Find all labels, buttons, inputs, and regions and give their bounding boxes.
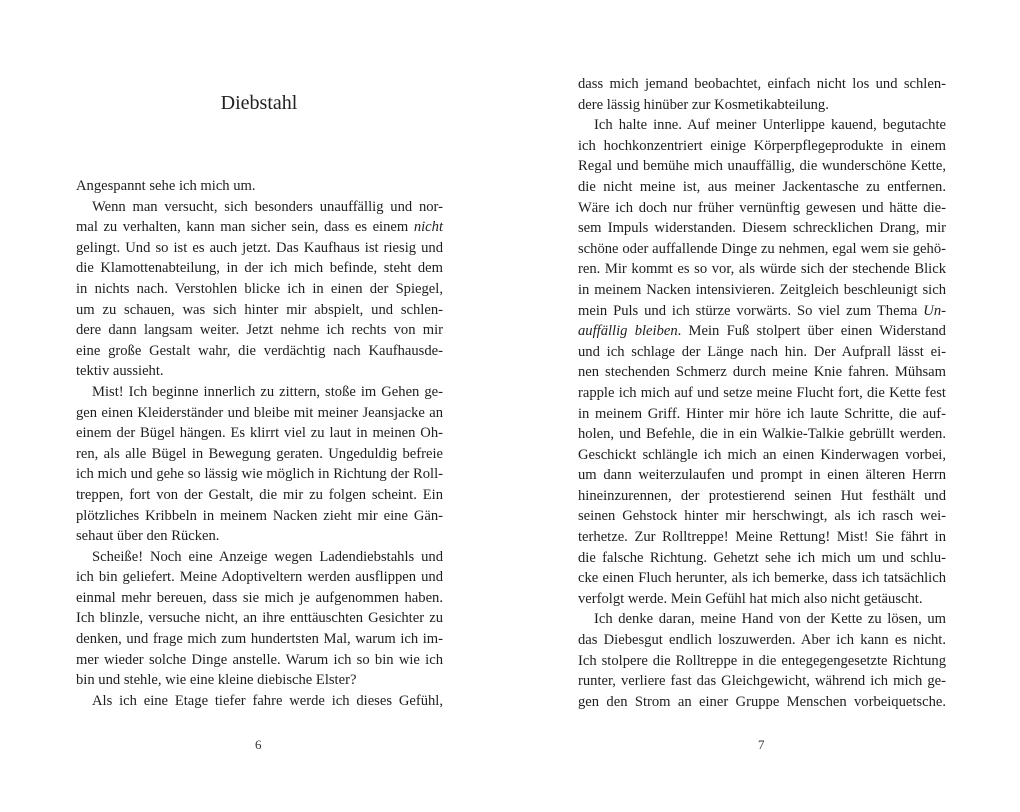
line-text: Ich denke daran, meine Hand von der Kette zu lösen, um [594,611,946,628]
chapter-title: Diebstahl [220,92,298,114]
line-text: schöne oder auffallende Dinge zu nehmen, egal wem sie gehö- [578,240,946,257]
line-text: sem Impuls widerstanden. Diesem schrecklichen Drang, mir [578,220,946,237]
line-text: dere dann langsam weiter. Jetzt nehme ich rechts von mir [76,322,443,339]
line-text: ich mich und gehe so lässig wie möglich in Richtung der Roll- [76,466,443,483]
text-line [578,95,946,116]
line-text: terhetze. Zur Rolltreppe! Meine Rettung! Mist! Sie fährt in [578,529,946,546]
line-text: Angespannt sehe ich mich um. [76,178,256,194]
text-line [76,547,443,568]
line-text: cke einen Fluch herunter, als ich bemerke, dass ich tatsächlich [578,570,946,587]
text-line [578,156,946,177]
right-page [510,0,1020,812]
emphasis: auffällig bleiben [578,323,678,340]
text-line [578,671,946,692]
line-text: in meinem Nacken intensivieren. Zeitgleich beschleunigt sich [578,281,946,298]
line-text: das Diebesgut endlich loszuwerden. Aber ich kann es nicht. [578,632,946,649]
line-text: holen, und Befehle, die in ein Walkie-Talkie gebrüllt werden. [578,426,946,443]
text-line [578,692,946,713]
line-text: ren. Mir kommt es so vor, als würde sich der stechende Blick [578,261,946,278]
text-line [578,506,946,527]
text-line [578,424,946,445]
text-line [578,445,946,466]
text-line [578,609,946,630]
text-line [578,136,946,157]
line-text: Ich halte inne. Auf meiner Unterlippe kauend, begutachte [594,117,946,134]
text-line [578,239,946,260]
line-text: Als ich eine Etage tiefer fahre werde ich dieses Gefühl, [92,692,443,709]
text-line [578,465,946,486]
text-line [76,485,443,506]
line-text: Geschickt schlängle ich mich an einen Kinderwagen vorbei, [578,446,946,463]
line-text: einem der Bügel hängen. Es klirrt viel zu laut in meinen Oh- [76,425,443,442]
text-line [578,630,946,651]
text-line [76,588,443,609]
text-line [76,320,443,341]
line-text: seinen Gehstock hinter mir herschwingt, als ich rasch wei- [578,508,946,525]
text-line [76,341,443,362]
emphasis: Un- [923,302,946,319]
text-line [578,342,946,363]
line-text: gelingt. Und so ist es auch jetzt. Das Kaufhaus ist riesig und [76,239,443,256]
text-line [578,404,946,425]
text-line [76,238,443,259]
text-line [578,527,946,548]
text-line [578,362,946,383]
emphasis: nicht [413,219,443,236]
text-line [76,691,443,712]
line-text: Mist! Ich beginne innerlich zu zittern, stoße im Gehen ge- [92,383,443,400]
text-line [76,176,443,197]
line-text: denken, und frage mich zum hundertsten Mal, warum ich im- [76,631,443,648]
line-text: Ich stolpere die Rolltreppe in die entegegengesetzte Richtung [578,652,946,669]
line-text: gen einen Kleiderständer und bleibe mit meiner Jeansjacke an [76,404,443,421]
line-text: ren, als alle Bügel in Bewegung geraten. Ungeduldig befreie [76,445,443,462]
line-text: Wäre ich doch nur früher vernünftig gewesen und hätte die- [578,199,946,216]
line-text: Scheiße! Noch eine Anzeige wegen Ladendiebstahls und [92,548,443,565]
text-line [76,300,443,321]
line-text: ich hochkonzentriert einige Körperpflegeprodukte in einem [578,137,946,154]
line-text: um dann weiterzulaufen und prompt in einen älteren Herrn [578,467,946,484]
text-line [76,608,443,629]
text-line [578,589,946,610]
left-page-text [76,176,443,711]
line-text: Regal und bemühe mich unauffällig, die wunderschöne Kette, [578,158,946,175]
line-text: die falsche Richtung. Gehetzt sehe ich mich um und schlu- [578,549,946,566]
line-text: . Mein Fuß stolpert über einen Widerstand [677,323,946,340]
text-line [578,280,946,301]
text-line [76,506,443,527]
line-text: um zu schauen, was sich hinter mir abspielt, und schlen- [76,301,443,318]
line-text: treppen, fort von der Gestalt, die mir zu folgen scheint. Ein [76,486,443,503]
line-text: dass mich jemand beobachtet, einfach nicht los und schlen- [578,76,946,92]
text-line [76,403,443,424]
line-text: in meinem Griff. Hinter mir höre ich laute Schritte, die auf- [578,405,946,422]
line-text: hineinzurennen, der protestierend seinen Hut festhält und [578,487,946,504]
line-text: einmal mehr bereuen, dass sie mich je aufgenommen haben. [76,589,443,606]
text-line [76,217,443,238]
text-line [76,444,443,465]
line-text: dere lässig hinüber zur Kosmetikabteilung. [578,96,829,113]
line-text: in nichts nach. Verstohlen blicke ich in einen der Spiegel, [76,280,443,297]
text-line [578,301,946,322]
line-text: nen stechenden Schmerz durch meine Knie fahren. Mühsam [578,364,946,381]
text-line [578,486,946,507]
text-line [76,629,443,650]
line-text: bin und stehle, wie eine kleine diebische Elster? [76,672,357,689]
text-line [578,198,946,219]
line-text: runter, verliere fast das Gleichgewicht, während ich mich ge- [578,673,946,690]
text-line [76,423,443,444]
line-text: ich bin geliefert. Meine Adoptiveltern werden ausflippen und [76,569,443,586]
text-line [578,548,946,569]
text-line [578,383,946,404]
line-text: eine große Gestalt wahr, die verdächtig nach Kaufhausde- [76,342,443,359]
page-number-right: 7 [758,737,765,752]
line-text: mal zu verhalten, kann man sicher sein, dass es einem [76,219,414,236]
right-page-text [578,74,946,712]
text-line [76,361,443,382]
text-line [578,651,946,672]
text-line [76,670,443,691]
line-text: rapple ich mich auf und setze meine Flucht fort, die Kette fest [578,384,946,401]
page-number-left: 6 [255,737,262,752]
line-text: tektiv aussieht. [76,363,164,380]
line-text: plötzliches Kribbeln in meinem Nacken zieht mir eine Gän- [76,507,443,524]
line-text: Ich blinzle, versuche nicht, an ihre enttäuschten Gesichter zu [76,610,443,627]
text-line [76,650,443,671]
text-line [76,526,443,547]
line-text: die nicht meine ist, aus meiner Jackentasche zu entfernen. [578,178,946,195]
text-line [76,464,443,485]
text-line [578,177,946,198]
line-text: sehaut über den Rücken. [76,528,220,545]
line-text: mein Puls und ich stürze vorwärts. So viel zum Thema [578,302,924,319]
text-line [76,258,443,279]
text-line [578,259,946,280]
text-line [578,115,946,136]
line-text: verfolgt werde. Mein Gefühl hat mich also nicht getäuscht. [578,590,923,607]
text-line [578,321,946,342]
line-text: Wenn man versucht, sich besonders unauffällig und nor- [92,198,443,215]
text-line [76,279,443,300]
text-line [76,197,443,218]
text-line [578,74,946,95]
line-text: die Klamottenabteilung, in der ich mich befinde, steht dem [76,260,443,277]
line-text: mer wieder solche Dinge anstelle. Warum ich so bin wie ich [76,651,443,668]
text-line [76,567,443,588]
text-line [578,568,946,589]
text-line [76,382,443,403]
line-text: gen den Strom an einer Gruppe Menschen vorbeiquetsche. [578,693,946,710]
line-text: und ich schlage der Länge nach hin. Der Aufprall lässt ei- [578,343,946,360]
text-line [578,218,946,239]
